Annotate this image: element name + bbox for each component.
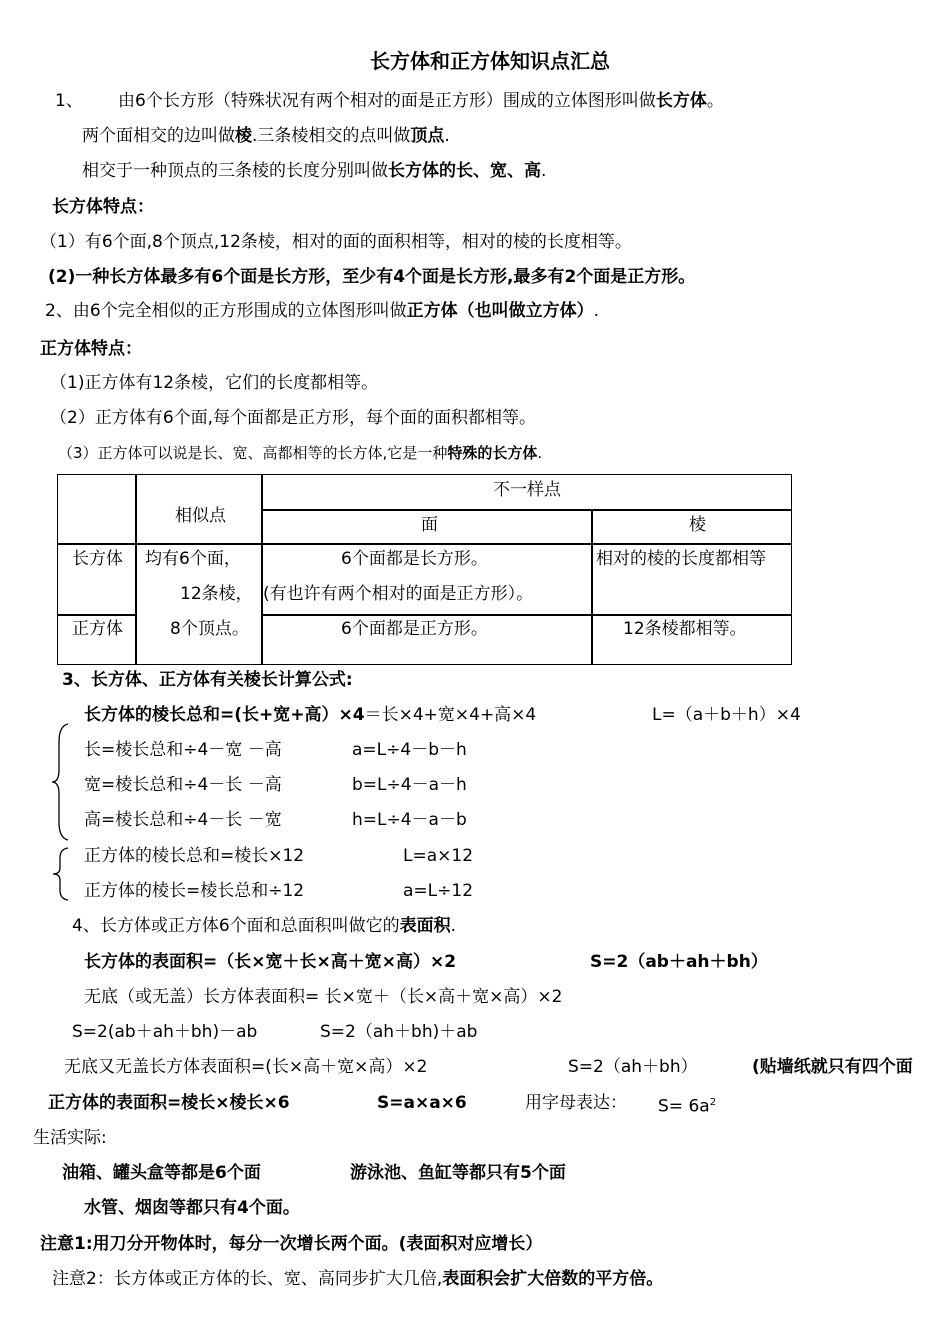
text: 2、由6个完全相似的正方形围成的立体图形叫做 bbox=[45, 301, 407, 321]
row-label-cuboid: 长方体 bbox=[72, 549, 123, 569]
width-letter-formula: b=L÷4－a－h bbox=[352, 775, 467, 795]
cube-edge-sum-formula: 正方体的棱长总和=棱长×12 bbox=[84, 846, 305, 866]
cuboid-features-heading: 长方体特点： bbox=[52, 197, 154, 217]
cube-edge-sum-letter-formula: L=a×12 bbox=[403, 846, 474, 866]
height-letter-formula: h=L÷4－a－b bbox=[352, 810, 467, 830]
real-life-five-faces: 游泳池、鱼缸等都只有5个面 bbox=[350, 1163, 566, 1183]
cube-edge-text: 12条棱都相等。 bbox=[623, 619, 747, 639]
real-life-four-faces: 水管、烟囱等都只有4个面。 bbox=[84, 1198, 300, 1218]
term-edge: 棱 bbox=[235, 126, 252, 146]
page-title: 长方体和正方体知识点汇总 bbox=[370, 49, 610, 73]
table-divider bbox=[57, 614, 135, 616]
edge-sum-letter-formula: L=（a＋b＋h）×4 bbox=[652, 705, 801, 725]
term-cuboid: 长方体 bbox=[655, 91, 707, 111]
text: ＝长×4+宽×4+高×4 bbox=[364, 705, 537, 725]
text: . bbox=[537, 444, 543, 462]
section-1-line-3 bbox=[82, 160, 546, 182]
section-2-line bbox=[45, 300, 599, 322]
text: S= 6a bbox=[658, 1096, 710, 1117]
table-divider bbox=[591, 509, 593, 665]
note-1: 注意1:用刀分开物体时，每分一次增长两个面。(表面积对应增长） bbox=[40, 1234, 543, 1254]
text: 。 bbox=[706, 91, 724, 111]
term-dimensions: 长方体的长、宽、高 bbox=[388, 161, 541, 181]
term-cube: 正方体（也叫做立方体） bbox=[406, 301, 594, 321]
term-special-cuboid: 特殊的长方体 bbox=[447, 444, 538, 462]
no-bottom-letter-formula-1: S=2(ab＋ah＋bh)－ab bbox=[72, 1022, 258, 1042]
section-3-heading: 3、长方体、正方体有关棱长计算公式: bbox=[62, 670, 353, 690]
table-divider bbox=[261, 509, 792, 511]
real-life-six-faces: 油箱、罐头盒等都是6个面 bbox=[62, 1163, 261, 1183]
text: 两个面相交的边叫做 bbox=[82, 126, 235, 146]
text: .三条棱相交的点叫做 bbox=[252, 126, 411, 146]
cube-face-text: 6个面都是正方形。 bbox=[341, 619, 488, 639]
table-divider bbox=[57, 543, 792, 545]
text: 由6个长方形（特殊状况有两个相对的面是正方形）围成的立体图形叫做 bbox=[118, 91, 656, 111]
text: . bbox=[541, 161, 547, 181]
no-bottom-no-top-formula: 无底又无盖长方体表面积=(长×高＋宽×高）×2 bbox=[64, 1057, 428, 1077]
cuboid-face-text: 6个面都是长方形。 bbox=[341, 549, 488, 569]
cube-edge-letter-formula: a=L÷12 bbox=[403, 881, 474, 901]
cuboid-edge-text: 相对的棱的长度都相等 bbox=[596, 549, 766, 569]
cube-features-heading: 正方体特点： bbox=[40, 339, 142, 359]
table-divider bbox=[261, 474, 263, 665]
text: 相交于一种顶点的三条棱的长度分别叫做 bbox=[82, 161, 388, 181]
header-edge: 棱 bbox=[689, 515, 706, 535]
text: . bbox=[593, 301, 600, 321]
term-vertex: 顶点 bbox=[410, 126, 445, 146]
exponent: 2 bbox=[709, 1097, 717, 1108]
section-1-line-1 bbox=[118, 90, 724, 112]
cube-feature-2: （2）正方体有6个面,每个面都是正方形，每个面的面积都相等。 bbox=[50, 408, 537, 428]
row-label-cube: 正方体 bbox=[72, 619, 123, 639]
cube-edge-formula: 正方体的棱长=棱长总和÷12 bbox=[84, 881, 305, 901]
text: 4、长方体或正方体6个面和总面积叫做它的 bbox=[72, 916, 400, 936]
table-divider bbox=[261, 614, 792, 616]
similar-line-2: 12条棱， bbox=[180, 584, 253, 604]
no-bottom-surface-formula: 无底（或无盖）长方体表面积= 长×宽＋（长×高＋宽×高）×2 bbox=[84, 987, 563, 1007]
length-letter-formula: a=L÷4－b－h bbox=[352, 740, 467, 760]
cuboid-face-note: (有也许有两个相对的面是正方形）。 bbox=[263, 584, 534, 604]
section-4-heading bbox=[72, 915, 456, 937]
header-face: 面 bbox=[421, 515, 438, 535]
cuboid-surface-formula: 长方体的表面积=（长×宽＋长×高＋宽×高）×2 bbox=[84, 952, 457, 972]
section-1-line-2 bbox=[82, 125, 450, 147]
letter-expression-label: 用字母表达： bbox=[525, 1093, 627, 1113]
similar-line-3: 8个顶点。 bbox=[170, 619, 249, 639]
text: . bbox=[450, 916, 457, 936]
cube-feature-1: （1)正方体有12条棱，它们的长度都相等。 bbox=[50, 373, 379, 393]
note-2 bbox=[52, 1268, 663, 1290]
height-formula: 高=棱长总和÷4－长 －宽 bbox=[84, 810, 282, 830]
cube-surface-letter-formula: S=a×a×6 bbox=[377, 1093, 467, 1113]
cuboid-feature-1: （1）有6个面,8个顶点,12条棱，相对的面的面积相等，相对的棱的长度相等。 bbox=[40, 232, 632, 252]
no-bottom-no-top-letter-formula: S=2（ah＋bh） bbox=[568, 1057, 698, 1077]
wallpaper-note: (贴墙纸就只有四个面 bbox=[752, 1057, 913, 1077]
table-divider bbox=[135, 474, 137, 665]
cuboid-surface-letter-formula: S=2（ab＋ah＋bh） bbox=[590, 952, 768, 972]
term-surface-area: 表面积 bbox=[399, 916, 451, 936]
cuboid-feature-2: (2)一种长方体最多有6个面是长方形，至少有4个面是长方形,最多有2个面是正方形。 bbox=[48, 267, 696, 287]
text: （3）正方体可以说是长、宽、高都相等的长方体,它是一种 bbox=[58, 444, 448, 462]
similar-line-1: 均有6个面， bbox=[145, 549, 241, 569]
brace-icon bbox=[50, 846, 72, 902]
header-different: 不一样点 bbox=[493, 480, 561, 500]
section-1-number: 1、 bbox=[55, 91, 83, 111]
edge-sum-formula bbox=[84, 704, 536, 726]
text: 表面积会扩大倍数的平方倍。 bbox=[442, 1269, 664, 1289]
cube-surface-formula: 正方体的表面积=棱长×棱长×6 bbox=[48, 1093, 290, 1113]
header-similar: 相似点 bbox=[175, 506, 226, 526]
real-life-heading: 生活实际: bbox=[33, 1128, 107, 1148]
text: 长方体的棱长总和=(长+宽+高）×4 bbox=[84, 705, 365, 725]
text: 注意2：长方体或正方体的长、宽、高同步扩大几倍, bbox=[52, 1269, 443, 1289]
brace-icon bbox=[50, 722, 72, 842]
no-top-letter-formula: S=2（ah＋bh)＋ab bbox=[320, 1022, 478, 1042]
text: . bbox=[444, 126, 450, 146]
width-formula: 宽=棱长总和÷4－长 －高 bbox=[84, 775, 282, 795]
length-formula: 长=棱长总和÷4－宽 －高 bbox=[84, 740, 282, 760]
cube-feature-3 bbox=[58, 442, 542, 464]
cube-surface-short-formula bbox=[658, 1092, 716, 1118]
